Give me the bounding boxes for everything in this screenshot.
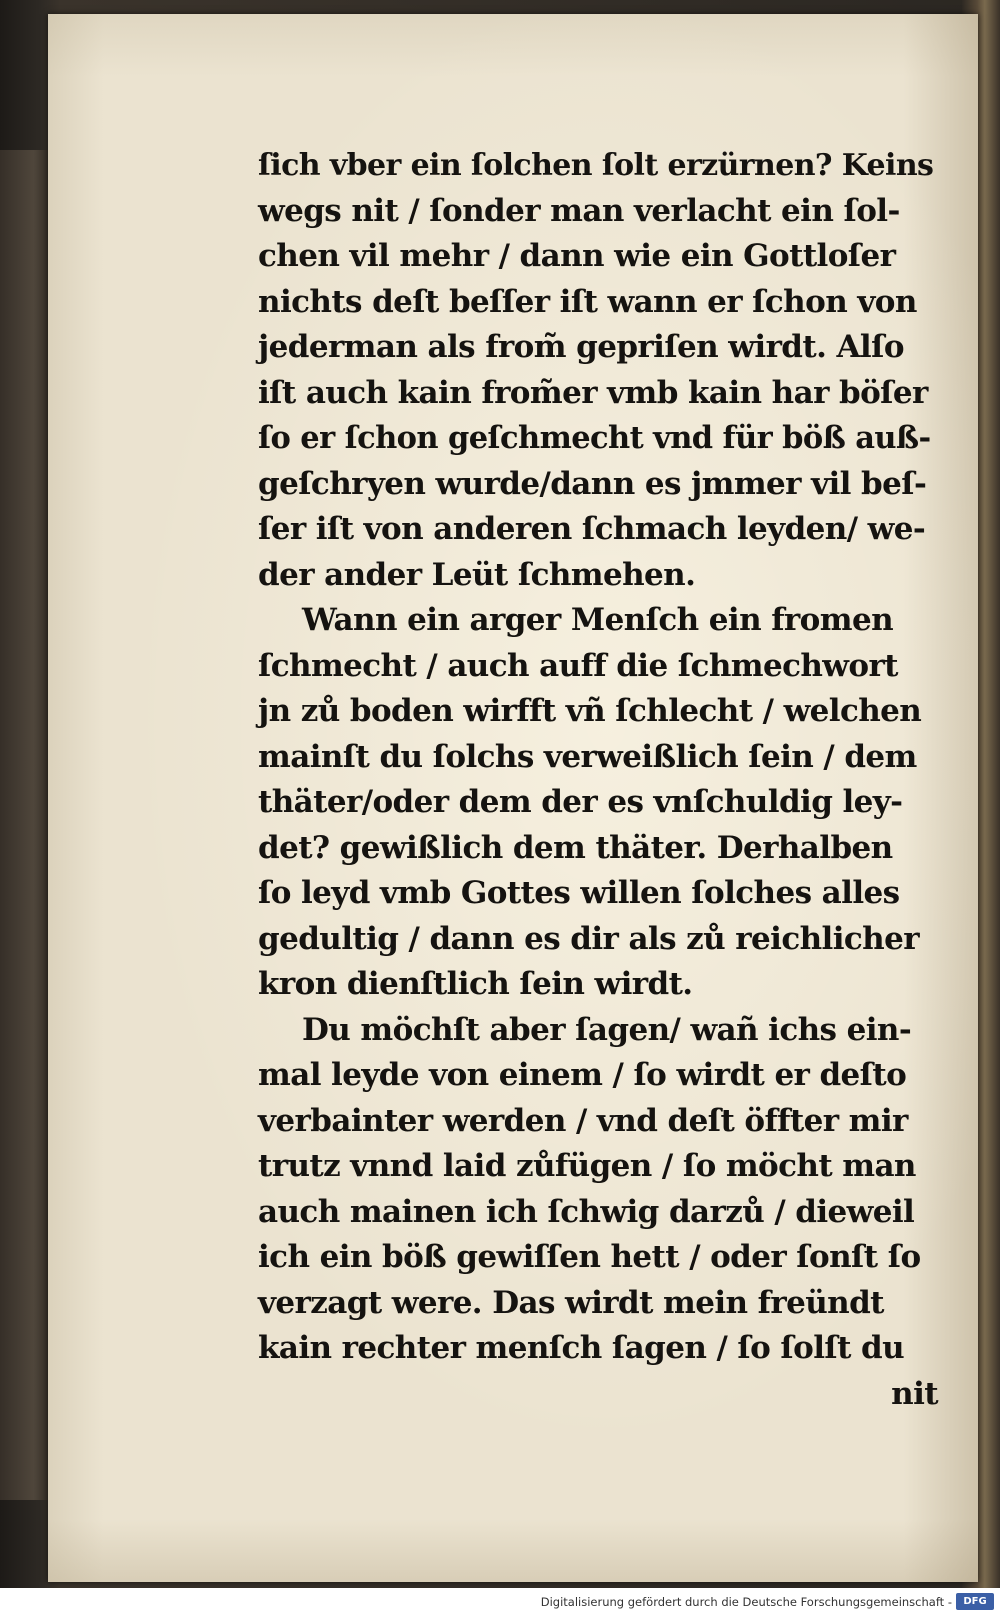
funding-credit: Digitalisierung gefördert durch die Deutsche Forschungsgemeinschaft - xyxy=(540,1595,952,1609)
text-line: det? gewißlich dem thäter. Derhalben xyxy=(258,829,893,866)
text-line: der ander Leüt ſchmehen. xyxy=(258,556,696,593)
text-line: gedultig / dann es dir als zů reichlicher xyxy=(258,920,919,957)
text-line: jederman als from̃ gepriſen wirdt. Alſo xyxy=(258,329,904,365)
text-line: chen vil mehr / dann wie ein Gottloſer xyxy=(258,238,896,274)
facing-page-edge xyxy=(0,150,48,1500)
text-line: geſchryen wurde/dann es jmmer vil beſ- xyxy=(258,465,927,502)
text-line: ich ein böß gewiſſen hett / oder ſonſt ſo xyxy=(258,1239,921,1275)
digitization-footer xyxy=(0,1588,1000,1615)
text-line: mainſt du ſolchs verweißlich ſein / dem xyxy=(258,738,917,775)
dfg-logo: DFG xyxy=(956,1593,994,1610)
text-line: ſo leyd vmb Gottes willen ſolches alles xyxy=(258,875,900,911)
text-line: wegs nit / ſonder man verlacht ein ſol- xyxy=(258,192,900,229)
text-line: kain rechter menſch ſagen / ſo ſolſt du xyxy=(258,1330,905,1366)
text-line: iſt auch kain from̃er vmb kain har böſer xyxy=(258,374,928,411)
paragraph-start-line: Wann ein arger Menſch ein fromen xyxy=(302,602,894,638)
page-text-block xyxy=(258,143,938,1417)
catchword: nit xyxy=(891,1375,938,1412)
text-line: jn zů boden wirfft vñ ſchlecht / welchen xyxy=(258,693,922,729)
text-line: ſich vber ein ſolchen ſolt erzürnen? Keins xyxy=(258,148,934,183)
text-line: trutz vnnd laid zůfügen / ſo möcht man xyxy=(258,1148,916,1184)
text-line: ſchmecht / auch auff die ſchmechwort xyxy=(258,647,898,684)
paragraph-start-line: Du möchſt aber ſagen/ wañ ichs ein- xyxy=(302,1011,912,1048)
text-line: verzagt were. Das wirdt mein freündt xyxy=(258,1284,884,1321)
text-line: thäter/oder dem der es vnſchuldig ley- xyxy=(258,784,903,820)
text-line: auch mainen ich ſchwig darzů / dieweil xyxy=(258,1193,915,1230)
text-line: mal leyde von einem / ſo wirdt er deſto xyxy=(258,1057,907,1093)
text-line: ſer iſt von anderen ſchmach leyden/ we- xyxy=(258,511,926,547)
text-line: kron dienſtlich ſein wirdt. xyxy=(258,966,693,1002)
text-line: verbainter werden / vnd deſt öffter mir xyxy=(258,1102,908,1139)
text-line: ſo er ſchon geſchmecht vnd für böß auß- xyxy=(258,420,931,456)
text-line: nichts deſt beſſer iſt wann er ſchon von xyxy=(258,283,917,320)
